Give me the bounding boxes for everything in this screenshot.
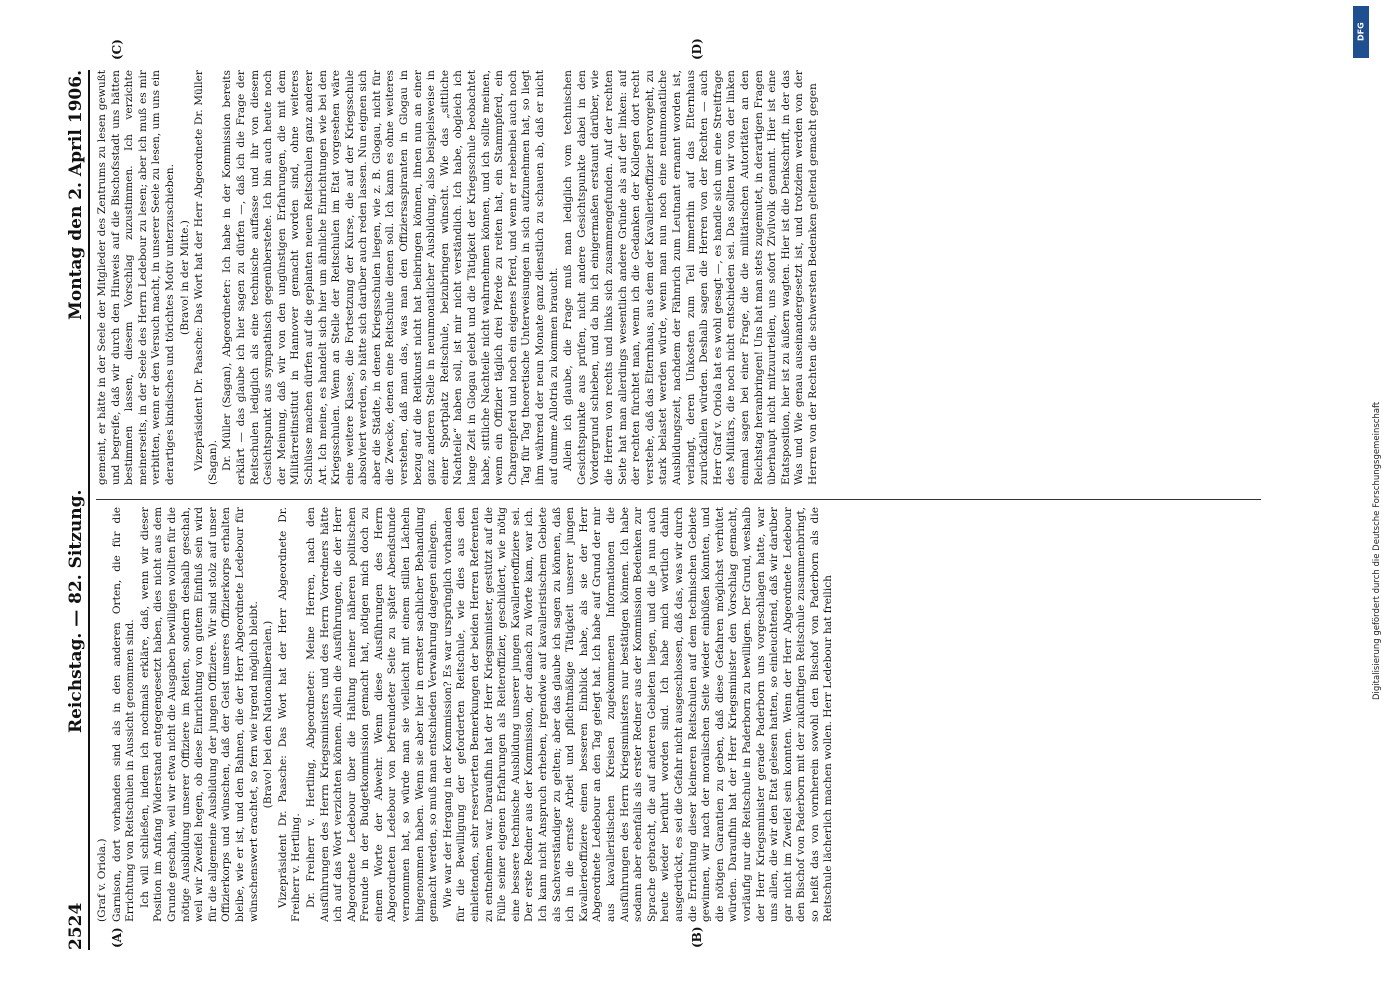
margin-mark-a: (A) [110,927,124,948]
digitization-credit: Digitalisierung gefördert durch die Deutsche Forschungsgemeinschaft [1372,401,1382,700]
right-column [96,70,1266,485]
margin-mark-d: (D) [690,38,704,60]
page-header [52,70,86,950]
left-column [96,507,1266,922]
paragraph: Dr. Freiherr v. Hertling, Abgeordneter: Meine Herren, nach den Ausführungen des Herrn Kriegsministers und des Herrn Vorredners hätte ich auf das Wort verzichten können. Allein die Ausführungen, die der Herr Abgeordnete Ledebour über die Haltung meiner näheren politischen Freunde in der Budgetkommission gemacht hat, nötigen mich doch zu einem Worte der Abwehr. Wenn diese Ausführungen des Herrn Abgeordneten Ledebour von befreundeter Seite zu später Abendstunde vernommen hat, so würde man sie vielleicht mit einem stillen Lächeln hingenommen haben. Wenn sie aber hier in ernster sachlicher Behandlung gemacht werden, so muß man entschieden Verwahrung dagegen einlegen. [304,507,440,922]
paragraph: Dr. Müller (Sagan), Abgeordneter: Ich habe in der Kommission bereits erklärt — das glaube ich hier sagen zu dürfen —, daß ich die Frage der Reitschulen lediglich als eine technische auffasse und ihr von diesem Gesichtspunkt aus sympathisch gegenüberstehe. Ich bin auch heute noch der Meinung, daß wir von den ungünstigen Erfahrungen, die mit dem Militärreitinstitut in Hannover gemacht worden sind, ohne weiteres Schlüsse machen dürfen auf die geplanten neuen Reitschulen ganz anderer Art. Ich meine, es handelt sich hier um ähnliche Einrichtungen wie bei den Kriegsschulen. Wenn an Stelle der Reitschulen im Etat vorgesehen wäre eine weitere Klasse, die Fortsetzung der Kurse, die auf der Kriegsschule absolviert werden, so hätte sich darüber auch reden lassen. Nun eignen sich aber die Städte, in denen Kriegsschulen liegen, wie z. B. Glogau, nicht für die Zwecke, denen eine Reitschule dienen soll. Ich kann es ohne weiteres verstehen, daß man das, was man den Offiziersaspiranten in Glogau in bezug auf die Reitkunst nicht hat beibringen können, ihnen nun an einer ganz anderen Stelle in neunmonatlicher Ausbildung, also beispielsweise in einer Sportplatz Reitschule, beizubringen wünscht. Wie das „sittliche Nachteile“ haben soll, ist mir nicht verständlich. Ich habe, obgleich ich lange Zeit in Glogau gelebt und die Tätigkeit der Kriegsschule beobachtet habe, sittliche Nachteile nicht wahrnehmen können, und ich sollte meinen, wenn ein Offizier täglich drei Pferde zu reiten hat, ein Stammpferd, ein Chargenpferd und noch ein eigenes Pferd, und wenn er nebenbei auch noch Tag für Tag theoretische Unterweisungen in sich aufzunehmen hat, so liegt ihm während der neun Monate ganz dienstlich zu schauen ab, daß er nicht auf dumme Allotria zu kommen braucht. [221,70,560,485]
margin-mark-c: (C) [110,39,124,60]
header-rule [88,70,90,950]
paragraph: Wie war der Hergang in der Kommission? Es war ursprünglich vorhanden für die Bewilligung der geforderten Reitschule, wie dies aus den einleitenden, sehr reservierten Bemerkungen der beiden Herren Referenten zu entnehmen war. Daraufhin hat der Herr Kriegsminister, gestützt auf die Fülle seiner eigenen Erfahrungen als Reiteroffizier, geschildert, wie nötig eine bessere technische Ausbildung unserer jungen Kavallerieoffiziere sei. Der erste Redner aus der Kommission, der danach zu Worte kam, war ich. Ich kann nicht Anspruch erheben, irgendwie auf kavalleristischem Gebiete als Sachverständiger zu gelten; aber das glaube ich sagen zu können, daß ich in die ernste Arbeit und pflichtmäßige Tätigkeit unserer jungen Kavallerieoffiziere einen besseren Einblick habe, als sie der Herr Abgeordnete Ledebour an den Tag gelegt hat. Ich habe auf Grund der mir aus kavalleristischen Kreisen zugekommenen Informationen die Ausführungen des Herrn Kriegsministers nur bestätigen können. Ich habe sodann aber ebenfalls als erster Redner aus der Kommission Bedenken zur Sprache gebracht, die auf anderen Gebieten liegen, und die ja nun auch heute wieder berührt worden sind. Ich habe mich wörtlich dahin ausgedrückt, es sei die Gefahr nicht ausgeschlossen, daß das, was wir durch die Errichtung dieser kleineren Reitschulen auf dem technischen Gebiete gewinnen, wir nach der moralischen Seite wieder einbüßen könnten, und die nötigen Garantien zu geben, daß diese Gefahren möglichst verhütet würden. Daraufhin hat der Herr Kriegsminister den Vorschlag gemacht, vorläufig nur die Reitschule in Paderborn zu bewilligen. Der Grund, weshalb der Herr Kriegsminister gerade Paderborn uns vorgeschlagen hatte, war uns allen, die wir den Etat gelesen hatten, so einleuchtend, daß wir darüber gar nicht im Zweifel sein konnten. Wenn der Herr Abgeordnete Ledebour den Bischof von Paderborn mit der zukünftigen Reitschule zusammenbringt, so heißt das von vornherein sowohl den Bischof von Paderborn als die Reitschule lächerlich machen wollen. Herr Ledebour hat freilich [441,507,835,922]
applause-note: (Bravo! in der Mitte.) [178,220,191,335]
paragraph: Garnison, dort vorhanden sind als in den anderen Orten, die für die Errichtung von Reitschulen in Aussicht genommen sind. [110,507,137,922]
paragraph: Ich will schließen, indem ich nochmals erkläre, daß, wenn wir dieser Position im Anfang Widerstand entgegengesetzt haben, dies nicht aus dem Grunde geschah, weil wir etwa nicht die Ausgaben bewilligen wollten für die nötige Ausbildung unserer Offiziere im Reiten, sondern deshalb geschah, weil wir Zweifel hegen, ob diese Einrichtung von gutem Einfluß sein wird für die allgemeine Ausbildung der jungen Offiziere. Wir sind stolz auf unser Offizierkorps und wünschen, daß der Geist unseres Offizierkorps erhalten bleibe, wie er ist, und den Bahnen, die der Herr Abgeordnete Ledebour für wünschenswert erachtet, so fern wie irgend möglich bleibt. [138,507,260,922]
speaker-note: (Graf v. Oriola.) [96,838,108,922]
margin-mark-b: (B) [690,926,704,948]
applause-note: (Bravo! bei den Nationalliberalen.) [262,620,275,809]
dfg-logo: DFG [1353,6,1369,58]
paragraph: gemeint, er hätte in der Seele der Mitglieder des Zentrums zu lesen gewußt und begreife, daß wir durch den Hinweis auf die Bischofsstadt uns hätten bestimmen lassen, diesem Vorschlag zuzustimmen. Ich verzichte meinerseits, in der Seele des Herrn Ledebour zu lesen; aber ich muß es mir verbitten, wenn er den Versuch macht, in unserer Seele zu lesen, um uns ein derartiges kindisches und törichtes Motiv unterzuschieben. [96,70,176,485]
paragraph: Vizepräsident Dr. Paasche: Das Wort hat der Herr Abgeordnete Dr. Freiherr v. Hertling. [276,507,303,922]
column-divider [96,499,1261,500]
paragraph: Vizepräsident Dr. Paasche: Das Wort hat der Herr Abgeordnete Dr. Müller (Sagan). [193,70,219,485]
page-number: 2524 [66,902,86,950]
session-title: Reichstag. — 82. Sitzung. [66,489,86,734]
paragraph: Allein ich glaube, die Frage muß man lediglich vom technischen Gesichtspunkte aus prüfen, nicht andere Gesichtspunkte dabei in den Vordergrund schieben, und da bin ich einigermaßen erstaunt darüber, wie die Herren von rechts und links sich zusammengefunden. Auf der rechten Seite hat man allerdings wesentlich andere Gründe als auf der linken: auf der rechten fürchtet man, wenn ich die Gedanken der Kollegen dort recht verstehe, daß das Elternhaus, aus dem der Kavallerieoffizier hervorgeht, zu stark belastet werden würde, wenn man nun noch eine neunmonatliche Ausbildungszeit, nachdem der Fähnrich zum Leutnant ernannt worden ist, verlangt, deren Unkosten zum Teil immerhin auf das Elternhaus zurückfallen würden. Deshalb sagen die Herren von der Rechten — auch Herr Graf v. Oriola hat es wohl gesagt —, es handle sich um eine Streitfrage des Militärs, die noch nicht entschieden sei. Das sollten wir von der linken einmal sagen bei einer Frage, die die militärischen Autoritäten an den Reichstag heranbringen! Uns hat man stets zugemutet, in derartigen Fragen überhaupt nicht mitzuurteilen, uns sofort Zivilvolk genannt. Hier ist eine Etatsposition, hier ist zu äußern wagten. Hier ist die Denkschrift, in der das Was und Wie genau auseinandergesetzt ist, und trotzdem werden von der Herren von der Rechten die schwersten Bedenken geltend gemacht gegen [562,70,819,485]
session-date: Montag den 2. April 1906. [66,70,86,320]
